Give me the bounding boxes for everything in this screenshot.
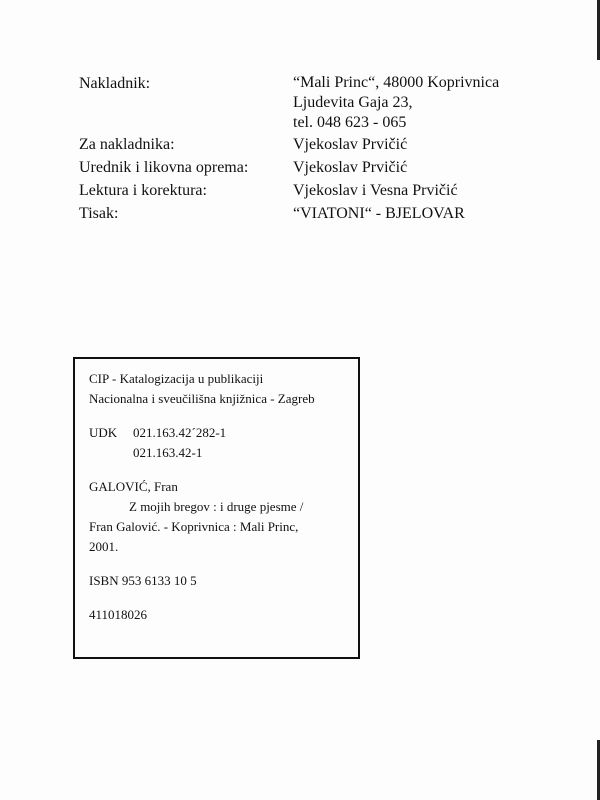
- editor-value: Vjekoslav Prvičić: [293, 159, 408, 176]
- cip-year: 2001.: [89, 539, 119, 554]
- proofreading-label: Lektura i korektura:: [79, 182, 207, 199]
- imprint-row-publisher: [79, 73, 539, 133]
- udk-label: UDK: [89, 425, 118, 440]
- publisher-line-1: “Mali Princ“, 48000 Koprivnica: [293, 74, 500, 91]
- cip-header-line-2: Nacionalna i sveučilišna knjižnica - Zagreb: [89, 391, 315, 406]
- udk-value-2: 021.163.42-1: [133, 445, 203, 460]
- cip-record-box: [73, 357, 360, 659]
- cip-record-id: 411018026: [89, 607, 148, 622]
- imprint-block: [79, 73, 539, 226]
- printing-label: Tisak:: [79, 205, 119, 222]
- for-publisher-value: Vjekoslav Prvičić: [293, 136, 408, 153]
- imprint-row-printing: [79, 203, 539, 225]
- cip-responsibility-line: Fran Galović. - Koprivnica : Mali Princ,: [89, 519, 299, 534]
- imprint-row-for-publisher: [79, 134, 539, 156]
- publisher-label: Nakladnik:: [79, 75, 151, 92]
- imprint-row-proofreading: [79, 180, 539, 202]
- proofreading-value: Vjekoslav i Vesna Prvičić: [293, 182, 458, 199]
- editor-label: Urednik i likovna oprema:: [79, 159, 249, 176]
- publisher-line-2: Ljudevita Gaja 23,: [293, 94, 413, 111]
- for-publisher-label: Za nakladnika:: [79, 136, 175, 153]
- cip-author: GALOVIĆ, Fran: [89, 479, 178, 494]
- publisher-line-3: tel. 048 623 - 065: [293, 114, 407, 131]
- publisher-value: [293, 73, 539, 133]
- imprint-row-editor: [79, 157, 539, 179]
- printing-value: “VIATONI“ - BJELOVAR: [293, 205, 465, 222]
- cip-title-line: Z mojih bregov : i druge pjesme /: [129, 499, 304, 514]
- cip-isbn: ISBN 953 6133 10 5: [89, 573, 197, 588]
- udk-value-1: 021.163.42´282-1: [133, 425, 227, 440]
- udk-row-1: [89, 423, 358, 443]
- cip-header-line-1: CIP - Katalogizacija u publikaciji: [89, 371, 264, 386]
